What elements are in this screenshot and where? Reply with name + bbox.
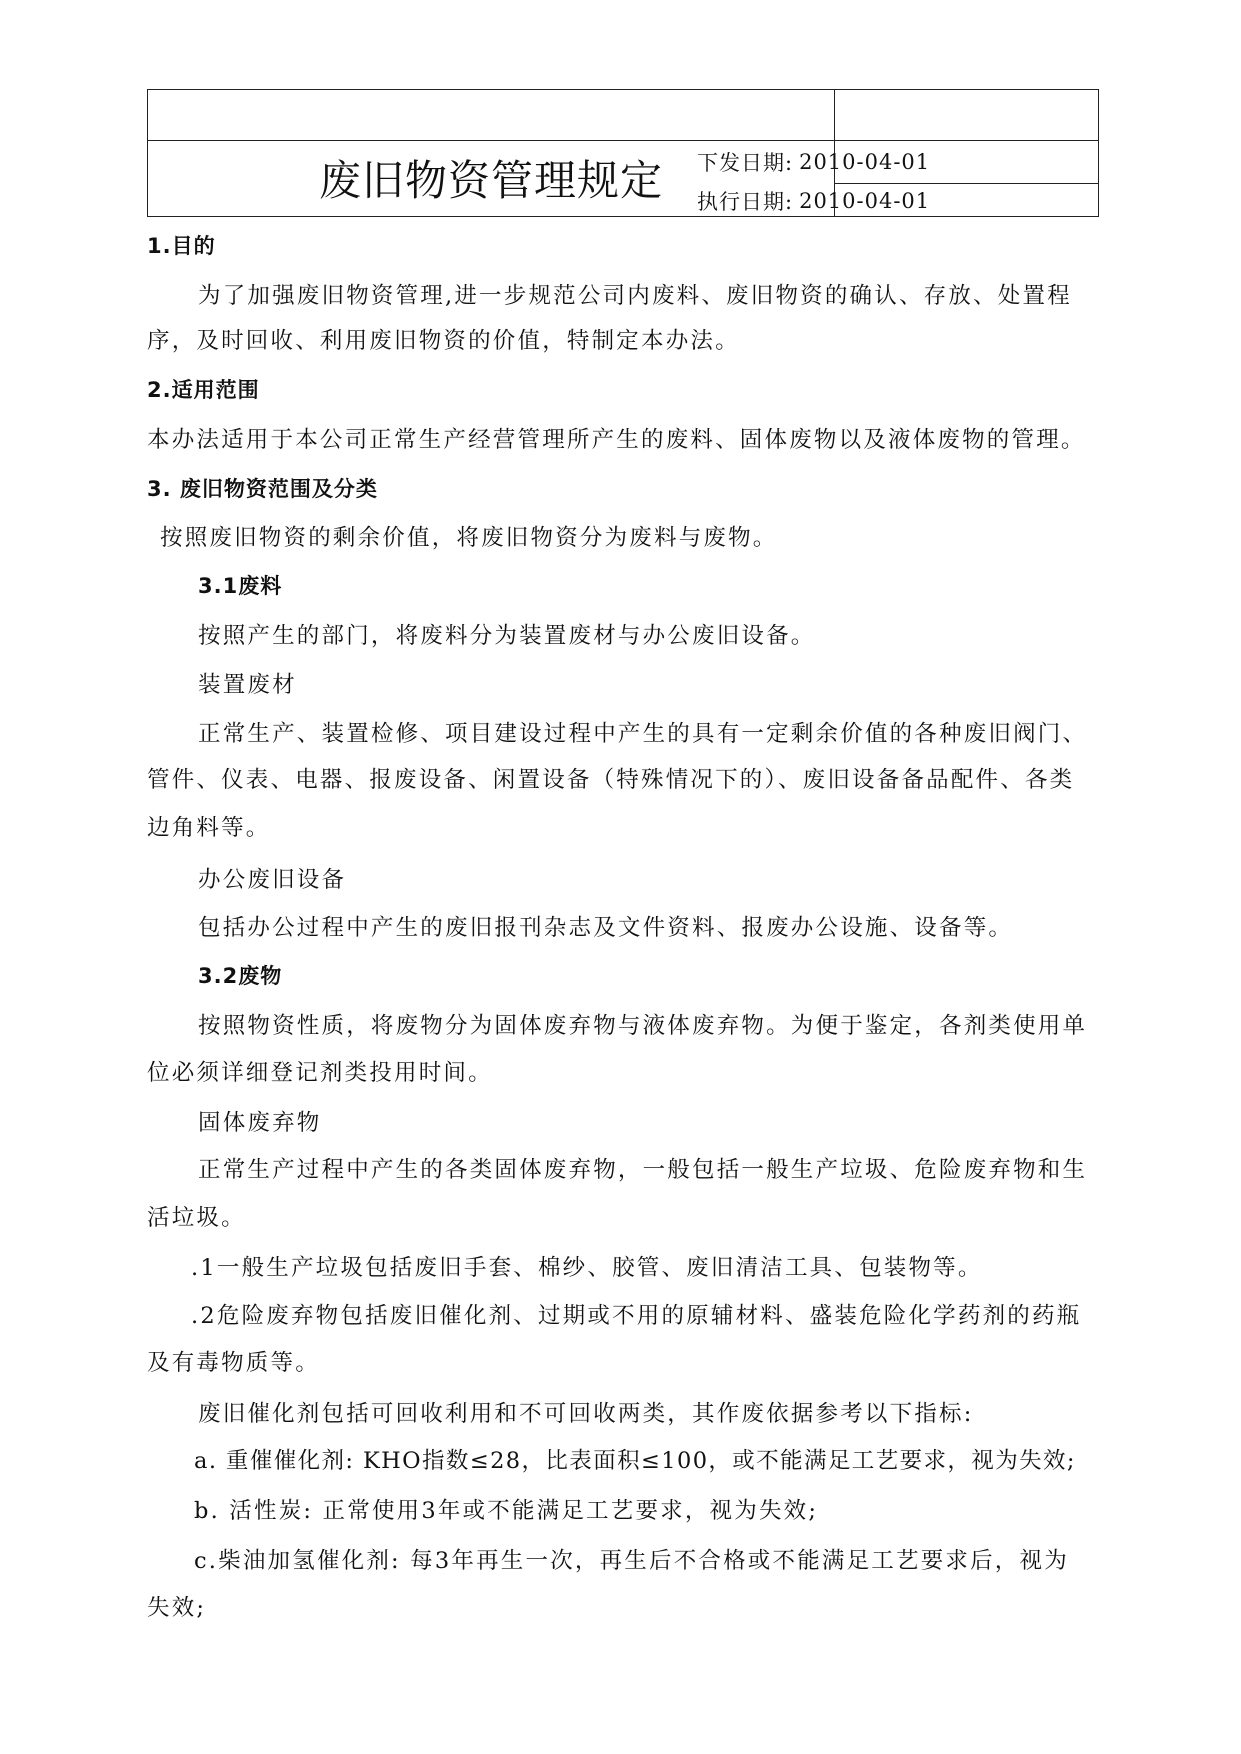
paragraph-line: 序，及时回收、利用废旧物资的价值，特制定本办法。 <box>147 328 740 354</box>
paragraph-line: 本办法适用于本公司正常生产经营管理所产生的废料、固体废物以及液体废物的管理。 <box>147 427 1086 453</box>
paragraph-line: 正常生产、装置检修、项目建设过程中产生的具有一定剩余价值的各种废旧阀门、 <box>198 721 1088 747</box>
section-heading: 1.目的 <box>147 234 216 258</box>
subsection-label: 固体废弃物 <box>198 1110 322 1136</box>
subsection-label: 装置废材 <box>198 672 297 698</box>
paragraph-line: 边角料等。 <box>147 815 271 841</box>
paragraph-line: 按照废旧物资的剩余价值，将废旧物资分为废料与废物。 <box>160 525 778 551</box>
issue-date-label: 下发日期: <box>697 151 794 175</box>
paragraph-line: 正常生产过程中产生的各类固体废弃物，一般包括一般生产垃圾、危险废弃物和生 <box>198 1157 1088 1183</box>
section-heading: 3. 废旧物资范围及分类 <box>147 477 378 501</box>
list-item: .1一般生产垃圾包括废旧手套、棉纱、胶管、废旧清洁工具、包装物等。 <box>191 1255 983 1281</box>
issue-date-cell <box>697 145 930 179</box>
paragraph-line: 包括办公过程中产生的废旧报刊杂志及文件资料、报废办公设施、设备等。 <box>198 915 1014 941</box>
paragraph-line: 按照产生的部门，将废料分为装置废材与办公废旧设备。 <box>198 623 816 649</box>
subsection-heading: 3.2废物 <box>198 964 283 988</box>
paragraph-line: 位必须详细登记剂类投用时间。 <box>147 1060 493 1086</box>
paragraph-line: 管件、仪表、电器、报废设备、闲置设备（特殊情况下的）、废旧设备备品配件、各类 <box>147 767 1075 793</box>
paragraph-line: 为了加强废旧物资管理,进一步规范公司内废料、废旧物资的确认、存放、处置程 <box>198 283 1072 309</box>
paragraph-line: 及有毒物质等。 <box>147 1350 320 1376</box>
list-item: .2危险废弃物包括废旧催化剂、过期或不用的原辅材料、盛装危险化学药剂的药瓶 <box>191 1303 1082 1329</box>
page-title: 废旧物资管理规定 <box>318 156 663 205</box>
subsection-label: 办公废旧设备 <box>198 867 347 893</box>
exec-date-value: 2010-04-01 <box>799 189 931 213</box>
paragraph-line: 活垃圾。 <box>147 1205 246 1231</box>
exec-date-cell <box>697 184 930 218</box>
list-item: b. 活性炭: 正常使用3年或不能满足工艺要求，视为失效; <box>194 1498 819 1524</box>
issue-date-value: 2010-04-01 <box>799 150 931 174</box>
paragraph-line: 按照物资性质，将废物分为固体废弃物与液体废弃物。为便于鉴定，各剂类使用单 <box>198 1013 1088 1039</box>
header-table <box>147 89 1099 217</box>
paragraph-line: 废旧催化剂包括可回收利用和不可回收两类，其作废依据参考以下指标: <box>198 1401 974 1427</box>
paragraph-line: 失效; <box>147 1595 207 1621</box>
list-item: c.柴油加氢催化剂: 每3年再生一次，再生后不合格或不能满足工艺要求后，视为 <box>194 1548 1069 1574</box>
exec-date-label: 执行日期: <box>697 190 794 214</box>
subsection-heading: 3.1废料 <box>198 574 283 598</box>
section-heading: 2.适用范围 <box>147 378 260 402</box>
list-item: a. 重催催化剂: KHO指数≤28，比表面积≤100，或不能满足工艺要求，视为失效; <box>194 1448 1076 1474</box>
